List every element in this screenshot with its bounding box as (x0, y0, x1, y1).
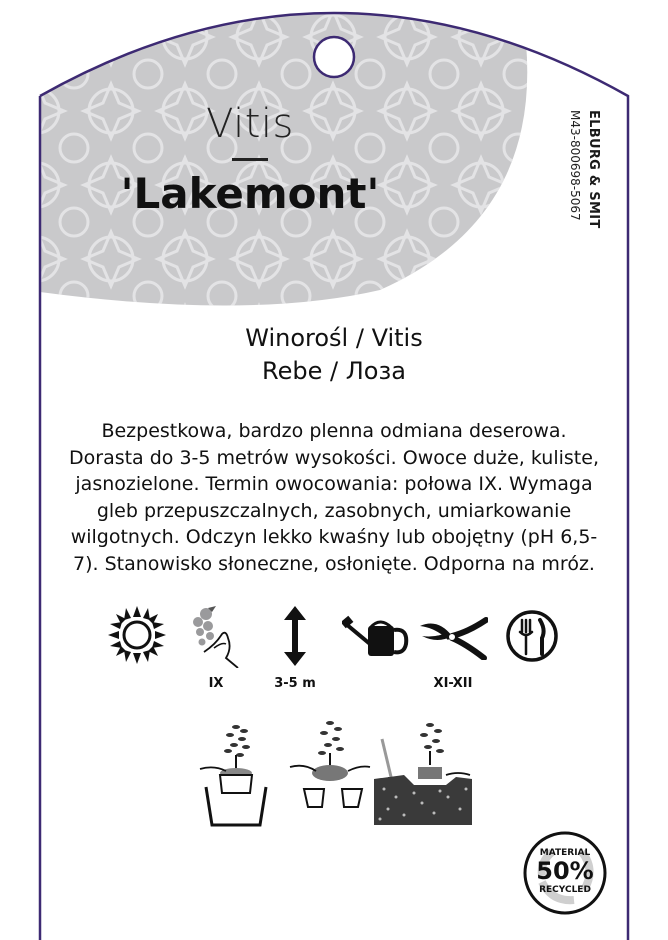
description-line: jasnozielone. Termin owocowania: połowa IX. Wymaga (75, 473, 593, 495)
common-name-line1: Winorośl / Vitis (245, 324, 423, 352)
cultivar-name: 'Lakemont' (120, 169, 380, 218)
title-block (60, 100, 440, 219)
description-line: Bezpestkowa, bardzo plenna odmiana deserowa. (101, 420, 567, 442)
height-arrow-icon (282, 606, 308, 666)
product-code: M43-800698-5067 (568, 110, 582, 221)
badge-line1: MATERIAL (539, 848, 591, 858)
title-dash (232, 158, 268, 161)
badge-percent: 50% (536, 857, 594, 885)
pruning-label: XI-XII (433, 676, 473, 691)
brand-name: ELBURG & SMIT (586, 110, 601, 229)
edible-cutlery-icon (504, 608, 560, 664)
care-icons-row (0, 600, 668, 691)
description-line: 7). Stanowisko słoneczne, osłonięte. Odporna na mróz. (73, 552, 595, 575)
fruiting-label: IX (208, 676, 224, 691)
badge-line3: RECYCLED (539, 885, 591, 895)
pruning-shears-icon (418, 614, 488, 660)
watering-can-icon (342, 614, 410, 660)
planting-step-plant-icon (374, 715, 472, 827)
planting-step-soak-icon (288, 715, 372, 827)
sun-icon (108, 606, 166, 664)
description-line: wilgotnych. Odczyn lekko kwaśny lub obojętny (pH 6,5- (70, 526, 598, 548)
planting-step-remove-pot-icon (196, 715, 276, 827)
hanging-hole (314, 37, 354, 77)
description-line: gleb przepuszczalnych, zasobnych, umiarkowanie (96, 499, 572, 522)
common-name-line2: Rebe / Лоза (262, 357, 406, 385)
description-line: Dorasta do 3-5 metrów wysokości. Owoce duże, kuliste, (69, 446, 599, 469)
common-names (150, 322, 518, 388)
description (66, 418, 602, 577)
recycled-material-badge (522, 830, 608, 916)
height-label: 3-5 m (274, 676, 316, 691)
genus-name: Vitis (206, 101, 294, 147)
fruiting-time-icon (186, 604, 246, 668)
